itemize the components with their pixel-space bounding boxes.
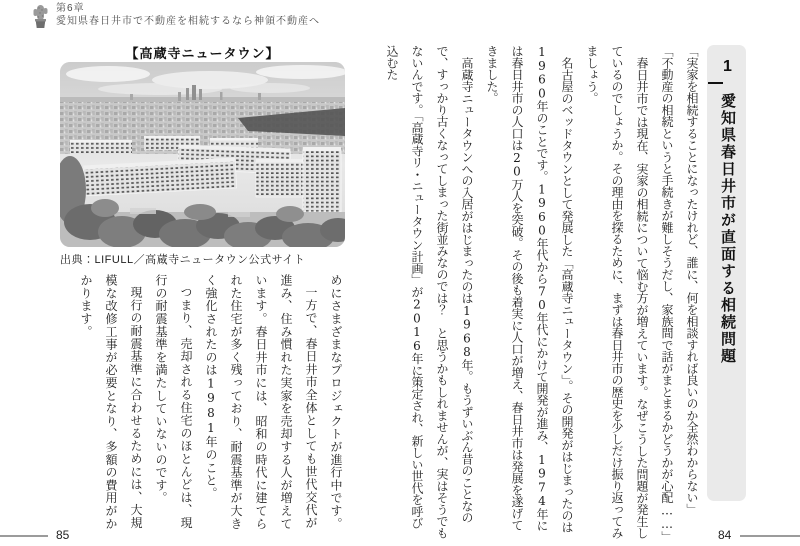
section-title: 愛知県春日井市が直面する相続問題 <box>719 93 736 365</box>
chapter-title: 愛知県春日井市で不動産を相続するなら神領不動産へ <box>56 15 320 27</box>
body-paragraph: 一方で、春日井市全体としても世代交代が進み、住み慣れた実家を売却する人が増えています。春日井市には、昭和の時代に建てられた住宅が多く残っており、耐震基準が大きく強化されたのは1981年のこと。 <box>204 274 318 530</box>
running-head <box>32 3 320 29</box>
body-paragraph: つまり、売却される住宅のほとんどは、現行の耐震基準を満たしていないのです。 <box>154 274 193 530</box>
folio-rule-right <box>740 535 800 537</box>
newtown-photo-illustration <box>60 62 345 247</box>
photo-caption: 【高蔵寺ニュータウン】 <box>125 46 280 61</box>
body-paragraph: 「実家を相続することになったけれど、誰に、何を相談すれば良いのか全然わからない」 <box>685 45 699 515</box>
folio-rule-left <box>0 535 48 537</box>
section-number-rule <box>708 82 723 84</box>
body-paragraph: めにさまざまなプロジェクトが進行中です。 <box>329 274 343 530</box>
page-number-right: 84 <box>718 528 732 542</box>
left-page-body <box>79 274 348 534</box>
body-paragraph: 高蔵寺ニュータウンへの入居がはじまったのは1968年。もうずいぶん昔のことなので、すっかり古くなってしまった街並みなのでは？ と思うかもしれませんが、実はそうでもないんです。「高蔵寺リ・ニュータウン計画」が2016年に策定され、新しい世代を呼び込むた <box>385 45 474 539</box>
newtown-aerial-photo <box>60 62 345 247</box>
body-paragraph: 現行の耐震基準に合わせるためには、大規模な改修工事が必要となり、多額の費用がかかります。 <box>79 274 143 530</box>
body-paragraph: 名古屋のベッドタウンとして発展した「高蔵寺ニュータウン」。その開発がはじまったのは1960年のことです。1960年代から70年代にかけて開発が進み、1974年には春日井市の人口は20万人を突破。その後も着実に人口が増え、春日井市は発展を遂げてきました。 <box>485 45 574 533</box>
body-paragraph: 春日井市では現在、実家の相続について悩む方が増えています。なぜこうした問題が発生しているのでしょうか。その理由を探るために、まずは春日井市の歴史を少しだけ振り返ってみましょう。 <box>585 45 649 539</box>
photo-credit: 出典：LIFULL／高蔵寺ニュータウン公式サイト <box>60 254 306 266</box>
section-number: 1 <box>719 58 736 75</box>
section-title-bar <box>707 45 746 501</box>
cactus-icon <box>32 3 49 29</box>
chapter-label: 第6章 <box>56 3 85 14</box>
page-number-left: 85 <box>56 528 70 542</box>
right-page-body <box>385 45 704 543</box>
body-paragraph: 「不動産の相続というと手続きが難しそうだし、家族間で話がまとまるかどうかが心配……」 <box>660 45 674 543</box>
